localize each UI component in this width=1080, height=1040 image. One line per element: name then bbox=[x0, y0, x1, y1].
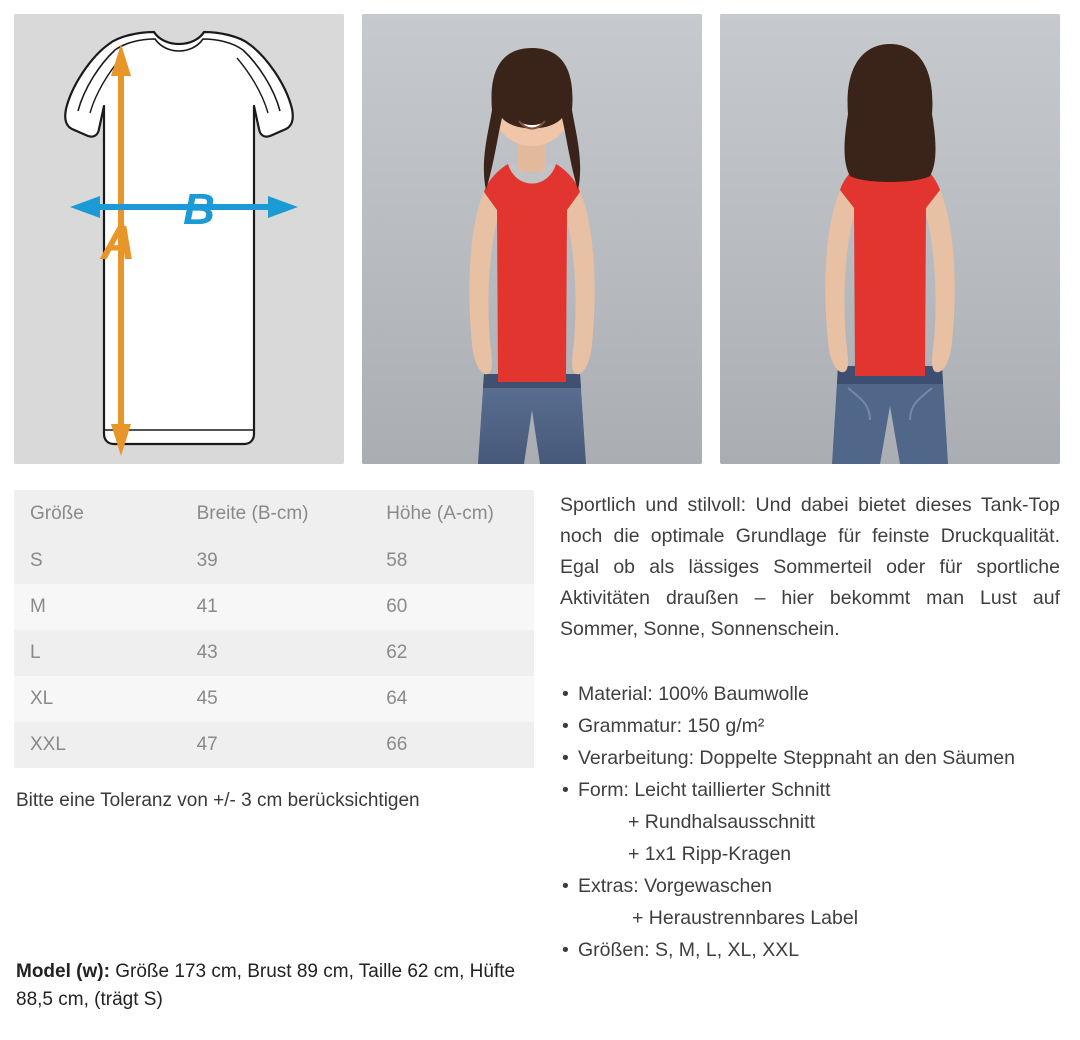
model-back-illustration bbox=[720, 14, 1060, 464]
cell-size: XXL bbox=[14, 722, 181, 768]
size-table-column bbox=[14, 490, 534, 967]
list-item: + 1x1 Ripp-Kragen bbox=[628, 843, 792, 865]
table-row bbox=[14, 630, 534, 676]
label-a: A bbox=[100, 217, 136, 270]
model-note bbox=[16, 958, 536, 1014]
cell-height: 66 bbox=[370, 722, 534, 768]
cell-height: 62 bbox=[370, 630, 534, 676]
cell-height: 64 bbox=[370, 676, 534, 722]
model-note-label: Model (w): bbox=[16, 961, 110, 982]
cell-size: L bbox=[14, 630, 181, 676]
cell-width: 43 bbox=[181, 630, 371, 676]
details-section bbox=[0, 464, 1080, 967]
list-item: • Extras: Vorgewaschen bbox=[560, 871, 1060, 902]
header-height: Höhe (A-cm) bbox=[370, 490, 534, 538]
cell-height: 58 bbox=[370, 538, 534, 584]
list-item: • Form: Leicht taillierter Schnitt bbox=[560, 775, 1060, 806]
header-width: Breite (B-cm) bbox=[181, 490, 371, 538]
product-description: Sportlich und stilvoll: Und dabei bietet dieses Tank-Top noch die optimale Grundlage für feinste Druckqualität. Egal ob als lässiges Sommerteil oder für sportliche Aktivitäten draußen – hier bekommt man Lust auf Sommer, Sonne, Sonnenschein. bbox=[560, 494, 1060, 640]
cell-size: S bbox=[14, 538, 181, 584]
label-b: B bbox=[183, 185, 215, 234]
table-row bbox=[14, 676, 534, 722]
cell-size: M bbox=[14, 584, 181, 630]
table-row bbox=[14, 584, 534, 630]
cell-size: XL bbox=[14, 676, 181, 722]
list-item: • Verarbeitung: Doppelte Steppnaht an den Säumen bbox=[560, 743, 1060, 774]
model-back-view bbox=[720, 14, 1060, 464]
list-item: + Heraustrennbares Label bbox=[632, 907, 859, 929]
model-front-illustration bbox=[362, 14, 702, 464]
size-table bbox=[14, 490, 534, 768]
cell-width: 39 bbox=[181, 538, 371, 584]
tank-top-schematic-icon bbox=[14, 14, 344, 464]
cell-width: 41 bbox=[181, 584, 371, 630]
model-note-text: Größe 173 cm, Brust 89 cm, Taille 62 cm, Hüfte 88,5 cm, (trägt S) bbox=[16, 961, 516, 1010]
tolerance-note: Bitte eine Toleranz von +/- 3 cm berücksichtigen bbox=[16, 790, 420, 811]
list-item: + Rundhalsausschnitt bbox=[628, 811, 815, 833]
table-row bbox=[14, 538, 534, 584]
list-item: • Größen: S, M, L, XL, XXL bbox=[560, 935, 1060, 966]
list-item: • Grammatur: 150 g/m² bbox=[560, 711, 1060, 742]
cell-width: 45 bbox=[181, 676, 371, 722]
image-row bbox=[0, 0, 1080, 464]
model-front-view bbox=[362, 14, 702, 464]
description-column bbox=[560, 490, 1060, 967]
table-header-row bbox=[14, 490, 534, 538]
list-item: • Material: 100% Baumwolle bbox=[560, 679, 1060, 710]
cell-width: 47 bbox=[181, 722, 371, 768]
feature-list bbox=[560, 679, 1060, 966]
table-row bbox=[14, 722, 534, 768]
measurement-diagram-card bbox=[14, 14, 344, 464]
header-size: Größe bbox=[14, 490, 181, 538]
cell-height: 60 bbox=[370, 584, 534, 630]
